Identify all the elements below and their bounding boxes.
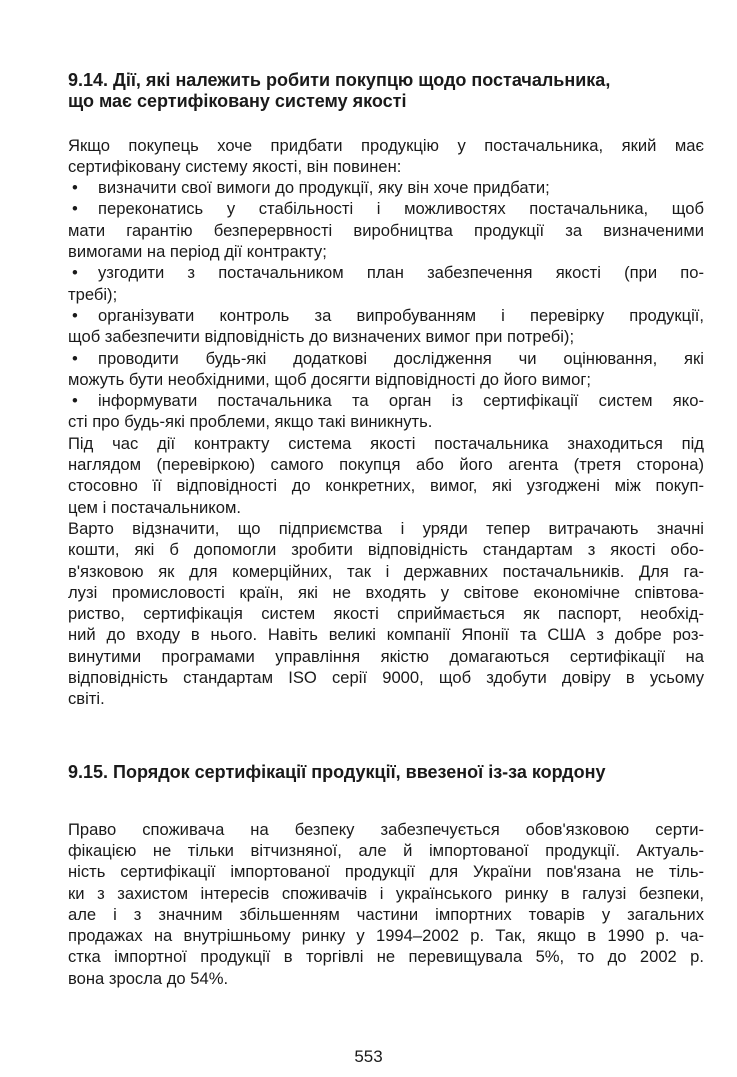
bullet-icon: •	[72, 199, 78, 219]
paragraph-line: фікацією не тільки вітчизняної, але й імпортованої продукції. Актуаль-	[68, 840, 704, 860]
paragraph-line: в'язковою як для комерційних, так і державних постачальників. Для га-	[68, 561, 704, 581]
paragraph-line: вона зросла до 54%.	[68, 968, 229, 988]
paragraph-line: Під час дії контракту система якості постачальника знаходиться під	[68, 433, 704, 453]
paragraph-line: ний до входу в нього. Навіть великі компанії Японії та США з добре роз-	[68, 625, 704, 645]
bullet-item-line: сті про будь-які проблеми, якщо такі виникнуть.	[68, 412, 433, 432]
paragraph-line: риство, сертифікація систем якості сприймається як паспорт, необхід-	[68, 604, 704, 624]
paragraph-line: кошти, які б допомогли зробити відповідність стандартам з якості обо-	[68, 540, 704, 560]
bullet-text: узгодити з постачальником план забезпечення якості (при по-	[98, 263, 704, 283]
bullet-item-line: можуть бути необхідними, щоб досягти відповідності до його вимог;	[68, 369, 592, 389]
bullet-text: організувати контроль за випробуванням і перевірку продукції,	[98, 305, 704, 325]
paragraph-line: цем і постачальником.	[68, 497, 241, 517]
bullet-icon: •	[72, 305, 78, 325]
page-number: 553	[354, 1047, 383, 1066]
section-9-14-title	[68, 70, 704, 113]
paragraph-line: продажах на внутрішньому ринку у 1994–2002 р. Так, якщо в 1990 р. ча-	[68, 926, 704, 946]
paragraph-line: Право споживача на безпеку забезпечується обов'язковою серти-	[68, 819, 704, 839]
paragraph-line: стка імпортної продукції в торгівлі не перевищувала 5%, то до 2002 р.	[68, 947, 704, 967]
paragraph-line: ність сертифікації імпортованої продукції для України пов'язана не тіль-	[68, 862, 704, 882]
bullet-item-line	[68, 390, 704, 411]
bullet-item-line: требі);	[68, 284, 118, 304]
title-line: 9.14. Дії, які належить робити покупцю щодо постачальника,	[68, 70, 611, 90]
bullet-item-line	[68, 348, 704, 369]
bullet-item-line	[68, 198, 704, 219]
section-9-15-text	[68, 819, 704, 989]
bullet-item-line	[68, 262, 704, 283]
paragraph-line: але і з значним збільшенням частини імпортних товарів у загальних	[68, 904, 704, 924]
paragraph-line: ки з захистом інтересів споживачів і українського ринку в галузі безпеки,	[68, 883, 704, 903]
bullet-item-line: щоб забезпечити відповідність до визначених вимог при потребі);	[68, 327, 575, 347]
paragraph-line: винутими програмами управління якістю домагаються сертифікації на	[68, 646, 704, 666]
title-line: що має сертифіковану систему якості	[68, 91, 407, 112]
intro-line: Якщо покупець хоче придбати продукцію у постачальника, який має	[68, 135, 704, 155]
bullet-icon: •	[72, 178, 78, 198]
paragraph-line: лузі промисловості країн, які не входять у світове економічне співтова-	[68, 582, 704, 602]
section-9-14-text	[68, 135, 704, 710]
paragraph-line: наглядом (перевіркою) самого покупця або його агента (третя сторона)	[68, 455, 704, 475]
paragraph-line: стосовно її відповідності до конкретних, вимог, які узгоджені між покуп-	[68, 476, 704, 496]
bullet-text: визначити свої вимоги до продукції, яку він хоче придбати;	[98, 178, 550, 198]
page-content	[68, 70, 704, 989]
section-9-15-title: 9.15. Порядок сертифікації продукції, ввезеної із-за кордону	[68, 761, 606, 782]
paragraph-line: Варто відзначити, що підприємства і уряди тепер витрачають значні	[68, 518, 704, 538]
bullet-item-line	[68, 305, 704, 326]
bullet-text: переконатись у стабільності і можливостях постачальника, щоб	[98, 199, 704, 219]
intro-line: сертифіковану систему якості, він повинен:	[68, 156, 402, 176]
bullet-icon: •	[72, 348, 78, 368]
bullet-text: інформувати постачальника та орган із сертифікації систем яко-	[98, 391, 704, 411]
bullet-item-line: вимогами на період дії контракту;	[68, 242, 327, 262]
bullet-item-line: мати гарантію безперервності виробництва продукції за визначеними	[68, 220, 704, 240]
bullet-icon: •	[72, 263, 78, 283]
paragraph-line: світі.	[68, 689, 105, 709]
bullet-item-line	[68, 177, 704, 198]
bullet-text: проводити будь-які додаткові дослідження чи оцінювання, які	[98, 348, 704, 368]
paragraph-line: відповідність стандартам ISO серії 9000, щоб здобути довіру в усьому	[68, 668, 704, 688]
bullet-icon: •	[72, 391, 78, 411]
